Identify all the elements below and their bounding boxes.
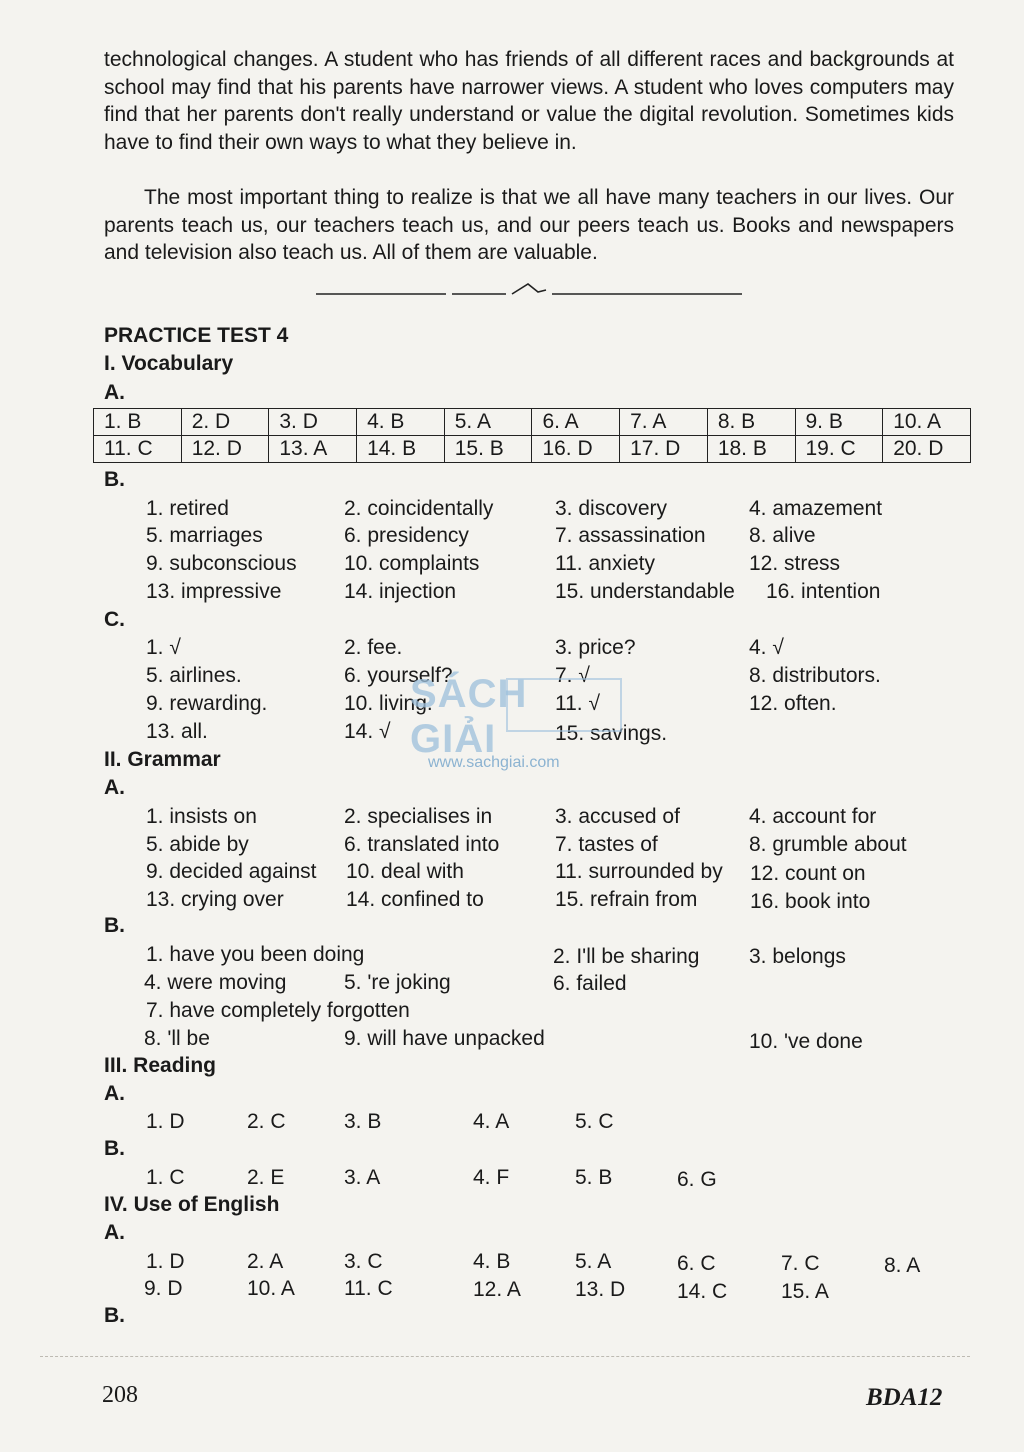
answer-item: 4. √ xyxy=(749,636,784,659)
answer-cell: 18. B xyxy=(707,436,795,463)
answer-item: 14. injection xyxy=(344,580,457,603)
answer-cell: 11. C xyxy=(94,436,182,463)
use-of-english-b-label: B. xyxy=(104,1304,125,1327)
answer-item: 7. have completely forgotten xyxy=(146,999,410,1022)
answer-item: 9. will have unpacked xyxy=(344,1027,545,1050)
answer-cell: 13. A xyxy=(269,436,357,463)
answer-item: 8. grumble about xyxy=(749,833,907,856)
answer-item: 1. D xyxy=(146,1110,185,1133)
answer-cell: 16. D xyxy=(532,436,620,463)
answer-item: 7. √ xyxy=(555,664,590,687)
passage-paragraph-1: technological changes. A student who has friends of all different races and backgrounds at school may find that his parents have narrower views. A student who loves computers may find that her parents don't really understand or value the digital revolution. Sometimes kids have to find their own ways to what they believe in. xyxy=(104,48,954,154)
answer-item: 3. price? xyxy=(555,636,636,659)
watermark-url: www.sachgiai.com xyxy=(428,754,560,771)
answer-item: 8. distributors. xyxy=(749,664,881,687)
answer-item: 5. 're joking xyxy=(344,971,451,994)
answer-item: 14. confined to xyxy=(346,888,484,911)
answer-item: 5. A xyxy=(575,1250,612,1273)
watermark-title: SÁCH GIẢI xyxy=(410,672,528,761)
answer-item: 6. failed xyxy=(553,972,627,995)
answer-item: 13. crying over xyxy=(146,888,284,911)
vocabulary-a-label: A. xyxy=(104,381,125,404)
answer-item: 2. C xyxy=(247,1110,286,1133)
footer-rule xyxy=(40,1356,970,1357)
answer-cell: 17. D xyxy=(620,436,708,463)
answer-item: 3. B xyxy=(344,1110,382,1133)
answer-item: 2. specialises in xyxy=(344,805,493,828)
answer-item: 7. C xyxy=(781,1252,820,1275)
answer-item: 1. C xyxy=(146,1166,185,1189)
answer-item: 8. A xyxy=(884,1254,921,1277)
answer-item: 13. D xyxy=(575,1278,626,1301)
answer-cell: 1. B xyxy=(94,409,182,436)
answer-cell: 5. A xyxy=(444,409,532,436)
answer-item: 10. A xyxy=(247,1277,295,1300)
section-divider-ornament xyxy=(316,282,742,302)
answer-item: 8. alive xyxy=(749,524,816,547)
answer-item: 9. D xyxy=(144,1277,183,1300)
answer-item: 14. C xyxy=(677,1280,728,1303)
answer-item: 9. decided against xyxy=(146,860,317,883)
answer-item: 2. A xyxy=(247,1250,284,1273)
use-of-english-a-label: A. xyxy=(104,1221,125,1244)
answer-item: 4. F xyxy=(473,1166,510,1189)
answer-item: 1. have you been doing xyxy=(146,943,365,966)
answer-item: 12. stress xyxy=(749,552,841,575)
answer-item: 6. yourself? xyxy=(344,664,453,687)
answer-item: 2. coincidentally xyxy=(344,497,494,520)
answer-cell: 6. A xyxy=(532,409,620,436)
page-number: 208 xyxy=(102,1382,138,1408)
vocabulary-a-answer-grid xyxy=(93,408,971,463)
answer-item: 12. count on xyxy=(750,862,866,885)
answer-item: 3. A xyxy=(344,1166,381,1189)
answer-item: 16. intention xyxy=(766,580,881,603)
answer-item: 4. B xyxy=(473,1250,511,1273)
answer-item: 5. airlines. xyxy=(146,664,242,687)
answer-item: 6. presidency xyxy=(344,524,469,547)
answer-cell: 8. B xyxy=(707,409,795,436)
test-title: PRACTICE TEST 4 xyxy=(104,324,289,347)
vocabulary-heading: I. Vocabulary xyxy=(104,352,234,375)
answer-item: 1. D xyxy=(146,1250,185,1273)
answer-item: 1. insists on xyxy=(146,805,257,828)
answer-cell: 3. D xyxy=(269,409,357,436)
answer-item: 4. were moving xyxy=(144,971,287,994)
answer-cell: 4. B xyxy=(357,409,445,436)
vocabulary-c-label: C. xyxy=(104,608,125,631)
answer-cell: 2. D xyxy=(181,409,269,436)
reading-a-label: A. xyxy=(104,1082,125,1105)
answer-item: 3. discovery xyxy=(555,497,668,520)
grammar-b-label: B. xyxy=(104,914,125,937)
answer-item: 15. A xyxy=(781,1280,829,1303)
answer-item: 2. fee. xyxy=(344,636,403,659)
answer-item: 1. retired xyxy=(146,497,229,520)
answer-item: 12. often. xyxy=(749,692,837,715)
reading-heading: III. Reading xyxy=(104,1054,217,1077)
answer-item: 7. assassination xyxy=(555,524,706,547)
answer-cell: 9. B xyxy=(795,409,883,436)
answer-grid-row xyxy=(94,409,971,436)
grammar-a-label: A. xyxy=(104,776,125,799)
answer-item: 4. A xyxy=(473,1110,510,1133)
answer-item: 13. all. xyxy=(146,720,208,743)
answer-item: 2. E xyxy=(247,1166,285,1189)
answer-cell: 7. A xyxy=(620,409,708,436)
use-of-english-heading: IV. Use of English xyxy=(104,1193,280,1216)
answer-item: 1. √ xyxy=(146,636,181,659)
answer-item: 5. abide by xyxy=(146,833,249,856)
answer-item: 4. account for xyxy=(749,805,877,828)
answer-item: 13. impressive xyxy=(146,580,282,603)
answer-item: 11. surrounded by xyxy=(555,860,723,883)
answer-item: 3. accused of xyxy=(555,805,680,828)
answer-item: 16. book into xyxy=(750,890,871,913)
answer-item: 3. C xyxy=(344,1250,383,1273)
answer-item: 15. understandable xyxy=(555,580,735,603)
answer-item: 14. √ xyxy=(344,720,391,743)
answer-item: 3. belongs xyxy=(749,945,846,968)
answer-item: 9. subconscious xyxy=(146,552,297,575)
passage-paragraph-2-text: The most important thing to realize is that we all have many teachers in our lives. Our parents teach us, our teachers teach us, and our peers teach us. Books and newspapers and television also teach us. All of them are valuable. xyxy=(104,186,954,265)
answer-item: 15. refrain from xyxy=(555,888,698,911)
sachgiai-watermark xyxy=(410,672,620,772)
answer-item: 5. B xyxy=(575,1166,613,1189)
book-code: BDA12 xyxy=(866,1384,943,1411)
answer-cell: 19. C xyxy=(795,436,883,463)
answer-grid-row xyxy=(94,436,971,463)
answer-item: 5. C xyxy=(575,1110,614,1133)
answer-item: 6. C xyxy=(677,1252,716,1275)
answer-item: 10. living. xyxy=(344,692,433,715)
reading-b-label: B. xyxy=(104,1137,125,1160)
vocabulary-b-label: B. xyxy=(104,468,125,491)
answer-item: 15. savings. xyxy=(555,722,668,745)
answer-item: 11. C xyxy=(344,1277,393,1300)
answer-item: 7. tastes of xyxy=(555,833,658,856)
answer-item: 10. deal with xyxy=(346,860,464,883)
answer-item: 12. A xyxy=(473,1278,521,1301)
answer-cell: 14. B xyxy=(357,436,445,463)
answer-item: 9. rewarding. xyxy=(146,692,268,715)
answer-cell: 20. D xyxy=(883,436,971,463)
answer-item: 6. translated into xyxy=(344,833,500,856)
answer-item: 8. 'll be xyxy=(144,1027,210,1050)
grammar-heading: II. Grammar xyxy=(104,748,221,771)
answer-item: 10. complaints xyxy=(344,552,480,575)
answer-item: 6. G xyxy=(677,1168,717,1191)
answer-item: 5. marriages xyxy=(146,524,263,547)
answer-cell: 12. D xyxy=(181,436,269,463)
answer-cell: 10. A xyxy=(883,409,971,436)
answer-item: 11. √ xyxy=(555,692,600,715)
answer-cell: 15. B xyxy=(444,436,532,463)
answer-item: 11. anxiety xyxy=(555,552,656,575)
passage-paragraph-2 xyxy=(104,184,954,267)
answer-item: 10. 've done xyxy=(749,1030,863,1053)
answer-item: 2. I'll be sharing xyxy=(553,945,700,968)
answer-item: 4. amazement xyxy=(749,497,883,520)
